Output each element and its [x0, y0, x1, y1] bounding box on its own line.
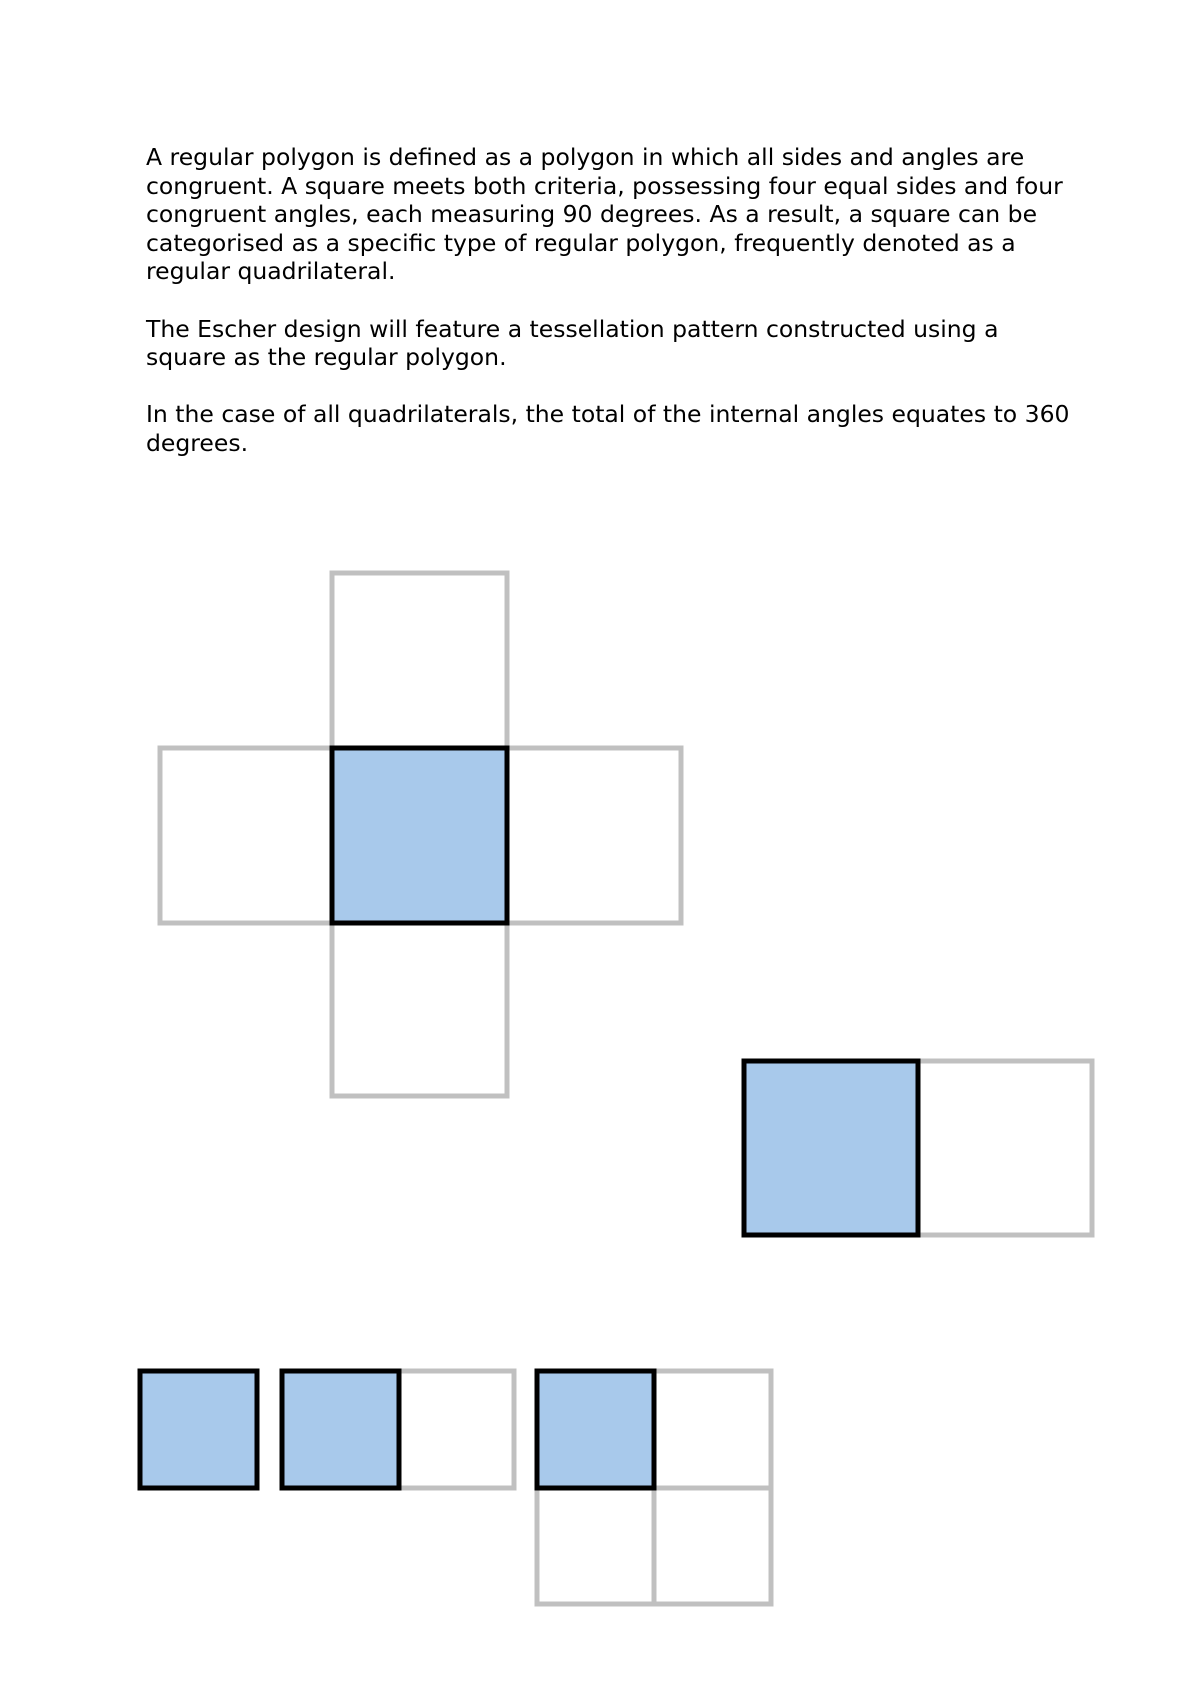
cross-figure: [160, 573, 681, 1096]
cross-top-square: [332, 573, 507, 748]
step-one-filled-square: [140, 1371, 257, 1488]
step-three-bottom-right-square: [654, 1488, 771, 1604]
cross-left-square: [160, 748, 332, 923]
cross-right-square: [507, 748, 681, 923]
sequence-step-one: [140, 1371, 257, 1488]
sequence-step-two: [282, 1371, 514, 1488]
step-three-bottom-left-square: [537, 1488, 654, 1604]
paragraph-regular-polygon: A regular polygon is defined as a polygon in which all sides and angles are congruent. A square meets both criteria, possessing four equal sides and four congruent angles, each measuring 90 degrees. As a result, a square can be categorised as a specific type of regular polygon, frequently denoted as a regular quadrilateral.: [146, 143, 1063, 286]
paragraph-quadrilateral-angles: In the case of all quadrilaterals, the total of the internal angles equates to 360 degrees.: [146, 400, 1070, 457]
cross-bottom-square: [332, 923, 507, 1096]
step-three-filled-square: [537, 1371, 654, 1488]
pair-outline-square: [918, 1061, 1092, 1235]
step-two-filled-square: [282, 1371, 399, 1488]
step-three-right-square: [654, 1371, 771, 1488]
paragraph-escher-design: The Escher design will feature a tessellation pattern constructed using a square as the regular polygon.: [146, 314, 999, 372]
pair-filled-square: [744, 1061, 918, 1235]
pair-figure: [744, 1061, 1092, 1235]
cross-centre-square: [332, 748, 507, 923]
step-two-outline-square: [399, 1371, 514, 1488]
sequence-step-three: [537, 1371, 771, 1604]
